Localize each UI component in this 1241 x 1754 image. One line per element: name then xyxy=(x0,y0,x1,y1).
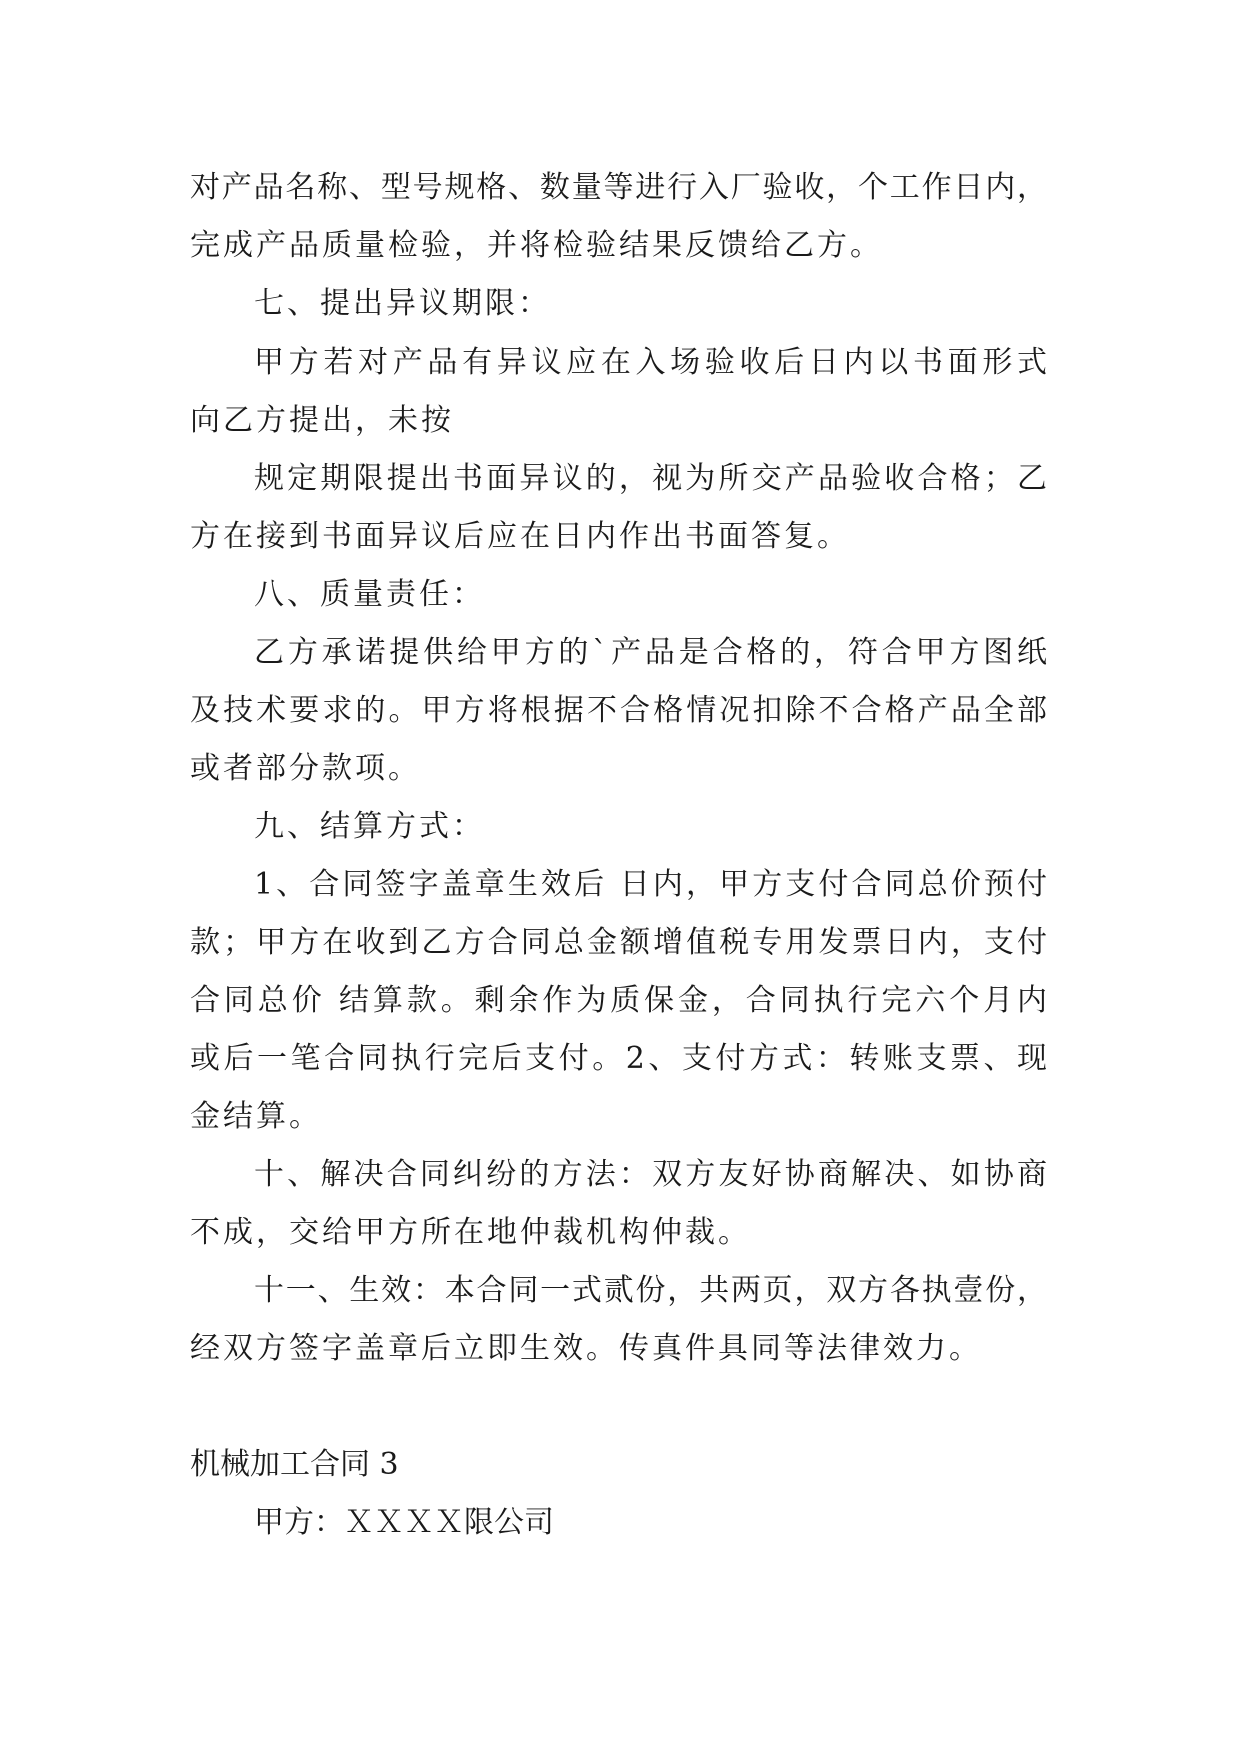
paragraph-line: 规定期限提出书面异议的，视为所交产品验收合格；乙 xyxy=(254,461,1048,496)
paragraph-line: 或后一笔合同执行完后支付。2、支付方式：转账支票、现 xyxy=(190,1041,1048,1076)
section-heading: 十、解决合同纠纷的方法：双方友好协商解决、如协商 xyxy=(254,1157,1048,1192)
paragraph-line: 方在接到书面异议后应在日内作出书面答复。 xyxy=(190,519,850,554)
paragraph-line: 款；甲方在收到乙方合同总金额增值税专用发票日内，支付 xyxy=(190,925,1048,960)
paragraph-line: 或者部分款项。 xyxy=(190,751,421,786)
section-heading: 九、结算方式： xyxy=(254,809,485,844)
paragraph-line: 及技术要求的。甲方将根据不合格情况扣除不合格产品全部 xyxy=(190,693,1048,728)
paragraph-line: 甲方若对产品有异议应在入场验收后日内以书面形式 xyxy=(254,345,1048,380)
section-heading: 七、提出异议期限： xyxy=(254,286,551,321)
contract-title: 机械加工合同 3 xyxy=(190,1447,399,1482)
section-heading: 十一、生效：本合同一式贰份，共两页，双方各执壹份， xyxy=(254,1273,1048,1308)
paragraph-line: 1、合同签字盖章生效后 日内，甲方支付合同总价预付 xyxy=(254,867,1048,902)
paragraph-line: 对产品名称、型号规格、数量等进行入厂验收，个工作日内， xyxy=(190,170,1048,205)
paragraph-line: 乙方承诺提供给甲方的`产品是合格的，符合甲方图纸 xyxy=(254,635,1048,670)
paragraph-line: 经双方签字盖章后立即生效。传真件具同等法律效力。 xyxy=(190,1331,982,1366)
paragraph-line: 金结算。 xyxy=(190,1099,322,1134)
paragraph-line: 完成产品质量检验，并将检验结果反馈给乙方。 xyxy=(190,228,883,263)
paragraph-line: 不成，交给甲方所在地仲裁机构仲裁。 xyxy=(190,1215,751,1250)
paragraph-line: 合同总价 结算款。剩余作为质保金，合同执行完六个月内 xyxy=(190,983,1048,1018)
party-a-line: 甲方：ＸＸＸＸ限公司 xyxy=(254,1505,554,1540)
section-heading: 八、质量责任： xyxy=(254,577,485,612)
paragraph-line: 向乙方提出，未按 xyxy=(190,403,454,438)
